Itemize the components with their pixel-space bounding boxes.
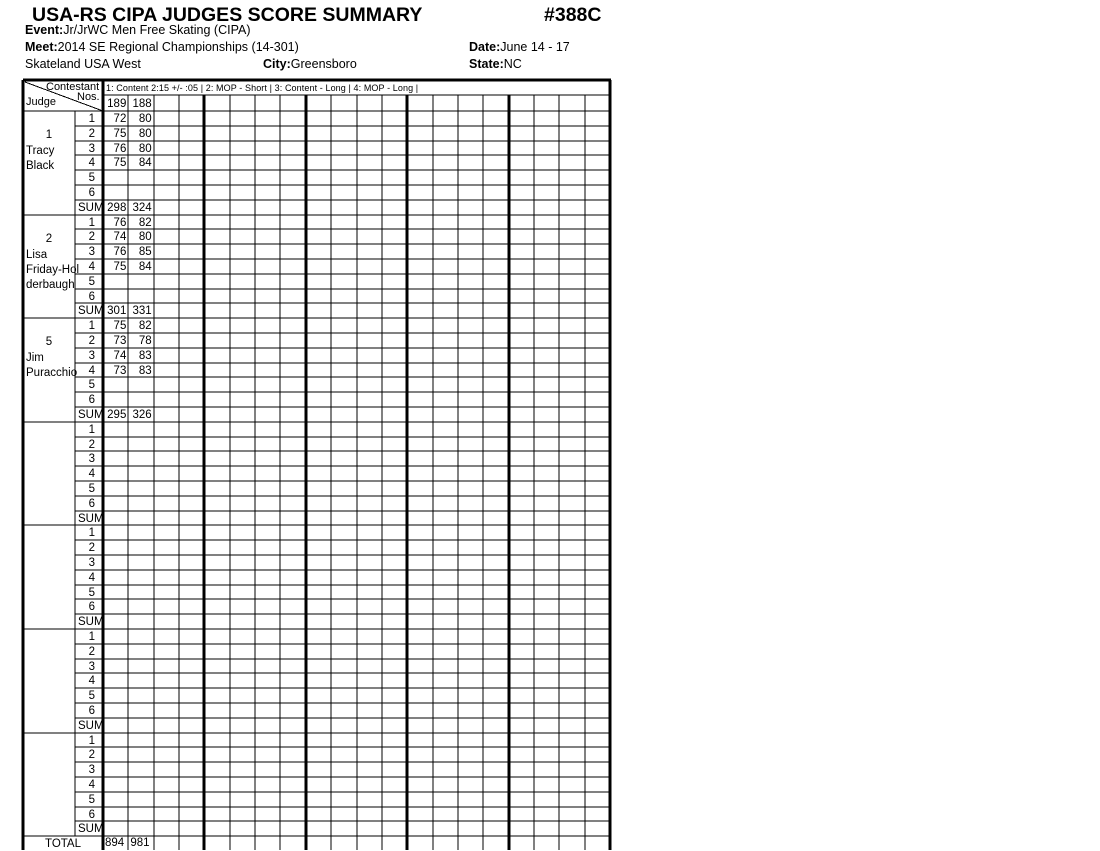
event-value: Jr/JrWC Men Free Skating (CIPA) [63,23,251,37]
score-cell: 80 [138,142,152,155]
judge-name-line: derbaugh [26,278,75,291]
score-cell: 84 [138,261,152,273]
round-label: 5 [88,483,95,495]
round-label: 2 [88,127,95,140]
round-label: 6 [88,290,95,303]
round-label: 6 [88,808,95,821]
score-cell: 80 [138,113,152,125]
round-label: 2 [88,231,95,244]
round-label: 1 [88,527,95,540]
judge-name-line: Black [26,160,55,172]
score-cell: 73 [113,364,127,377]
score-cell: 85 [138,246,152,259]
score-cell: 75 [113,261,127,273]
round-label: 2 [88,438,95,451]
round-label: 2 [88,645,95,658]
score-cell: 75 [113,320,127,333]
judge-name-line: Puracchio [26,367,78,380]
round-label: 5 [88,172,95,185]
round-label: 1 [88,631,95,643]
form-number: #388C [544,4,602,26]
score-cell: 74 [113,231,127,244]
sum-score: 326 [132,409,152,421]
sum-score: 298 [107,201,127,214]
total-label: TOTAL [45,838,81,851]
round-label: 3 [88,764,95,777]
round-label: 5 [88,793,95,806]
judge-name-line: Jim [26,352,44,365]
score-cell: 76 [113,142,127,155]
round-label: 3 [88,349,95,362]
contestant-number: 189 [107,98,127,110]
round-label: 3 [88,453,95,466]
round-label: 6 [88,705,95,717]
score-cell: 72 [113,113,127,125]
date-value: June 14 - 17 [500,40,570,54]
judge-name-line: Lisa [26,248,48,261]
meet-label: Meet: [25,40,58,54]
sum-label: SUM [78,616,104,629]
state-label: State: [469,57,504,71]
round-label: 6 [88,497,95,510]
date-label: Date: [469,40,501,54]
scoring-legend: 1: Content 2:15 +/- :05 | 2: MOP - Short | 3: Content - Long | 4: MOP - Long | [106,83,419,93]
event-label: Event: [25,23,64,37]
round-label: 3 [88,660,95,673]
round-label: 1 [88,423,95,436]
score-cell: 74 [113,349,127,362]
city-value: Greensboro [290,57,357,71]
round-label: 5 [88,379,95,392]
round-label: 5 [88,586,95,599]
score-cell: 76 [113,216,127,229]
round-label: 3 [88,557,95,569]
score-cell: 75 [113,127,127,140]
score-cell: 80 [138,127,152,140]
round-label: 4 [88,779,95,791]
round-label: 2 [88,335,95,347]
round-label: 4 [88,261,95,273]
score-cell: 82 [138,216,152,229]
sum-label: SUM [78,512,104,525]
header-nos: Nos. [77,91,100,103]
round-label: 4 [88,468,95,481]
round-label: 2 [88,542,95,555]
total-score: 894 [105,837,125,850]
round-label: 1 [88,216,95,229]
round-label: 1 [88,320,95,333]
state-value: NC [503,57,522,71]
sum-score: 301 [107,305,127,318]
form-title: USA-RS CIPA JUDGES SCORE SUMMARY [32,4,423,26]
score-cell: 84 [138,157,152,170]
round-label: 4 [88,157,95,170]
score-cell: 76 [113,246,127,259]
round-label: 2 [88,749,95,762]
round-label: 4 [88,675,95,688]
city-label: City: [263,57,291,71]
round-label: 4 [88,364,95,377]
contestant-number: 188 [132,98,152,110]
sum-score: 295 [107,409,127,421]
score-cell: 73 [113,335,127,347]
header-contestant: Contestant [46,81,100,93]
round-label: 6 [88,601,95,614]
venue-value: Skateland USA West [25,57,141,71]
round-label: 4 [88,571,95,584]
round-label: 3 [88,142,95,155]
sum-score: 324 [132,201,152,214]
score-cell: 78 [138,335,152,347]
sum-label: SUM [78,305,104,318]
judge-number: 2 [45,232,53,245]
judge-number: 1 [45,129,53,141]
score-cell: 82 [138,320,152,333]
round-label: 5 [88,275,95,288]
sum-label: SUM [78,823,104,836]
judge-name-line: Friday-Hol [26,263,80,276]
score-cell: 83 [138,364,152,377]
round-label: 6 [88,394,95,407]
sum-label: SUM [78,719,104,732]
round-label: 6 [88,187,95,199]
header-judge: Judge [26,96,56,108]
score-cell: 80 [138,231,152,244]
judge-number: 5 [45,336,53,349]
sum-label: SUM [78,201,104,214]
round-label: 1 [88,113,95,125]
round-label: 3 [88,246,95,259]
meet-value: 2014 SE Regional Championships (14-301) [57,40,299,54]
total-score: 981 [130,837,150,850]
judge-name-line: Tracy [26,145,55,157]
round-label: 5 [88,690,95,703]
round-label: 1 [88,734,95,747]
sum-label: SUM [78,409,104,421]
sum-score: 331 [132,305,152,318]
score-cell: 75 [113,157,127,170]
score-cell: 83 [138,349,152,362]
